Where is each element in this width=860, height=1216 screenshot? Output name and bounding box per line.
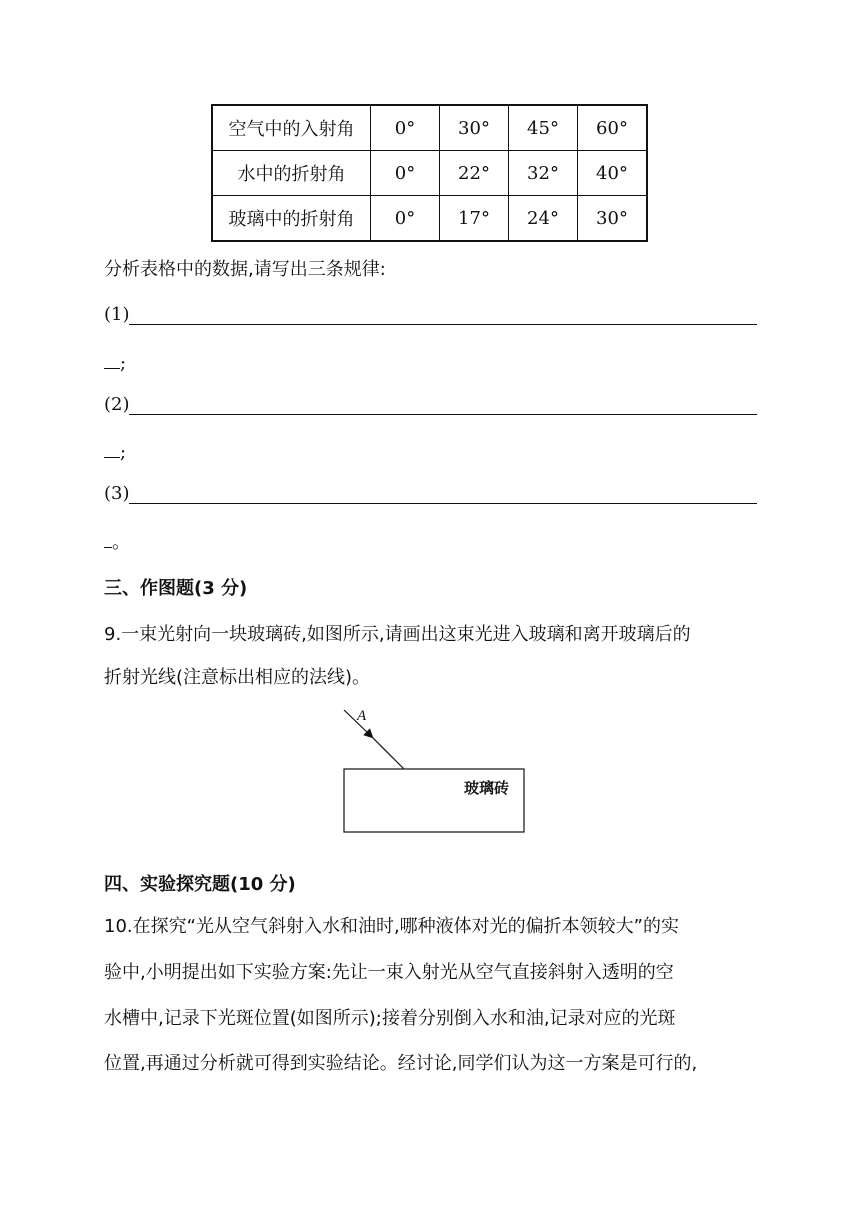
section-heading-drawing: 三、作图题(3 分) <box>104 578 248 599</box>
table-cell: 0° <box>371 151 440 196</box>
section-heading-experiment: 四、实验探究题(10 分) <box>104 874 296 895</box>
question-9-line-2: 折射光线(注意标出相应的法线)。 <box>104 667 371 688</box>
incident-ray-segment <box>370 735 404 769</box>
glass-block-figure <box>330 700 530 836</box>
answer-line <box>104 529 112 548</box>
answer-blank-1-end <box>104 350 126 374</box>
question-10-line-1: 10.在探究“光从空气斜射入水和油时,哪种液体对光的偏折本领较大”的实 <box>104 916 679 937</box>
blank-end-punct: ; <box>120 353 127 374</box>
question-10-line-3: 水槽中,记录下光斑位置(如图所示);接着分别倒入水和油,记录对应的光斑 <box>104 1008 676 1029</box>
row-label: 玻璃中的折射角 <box>212 196 371 242</box>
row-label: 水中的折射角 <box>212 151 371 196</box>
row-label: 空气中的入射角 <box>212 105 371 151</box>
answer-blank-1 <box>104 304 764 328</box>
question-9-line-1: 9.一束光射向一块玻璃砖,如图所示,请画出这束光进入玻璃和离开玻璃后的 <box>104 624 691 645</box>
table-row <box>212 105 647 151</box>
answer-blank-2 <box>104 394 764 418</box>
glass-block-label: 玻璃砖 <box>464 779 510 797</box>
answer-blank-3 <box>104 483 764 507</box>
table-cell: 30° <box>578 196 648 242</box>
answer-blank-3-end <box>104 528 130 554</box>
table-cell: 60° <box>578 105 648 151</box>
table-cell: 40° <box>578 151 648 196</box>
blank-end-punct: ; <box>120 442 127 463</box>
answer-line <box>129 324 757 325</box>
blank-end-punct: 。 <box>112 532 130 553</box>
answer-line <box>129 503 757 504</box>
table-cell: 32° <box>509 151 578 196</box>
table-cell: 0° <box>371 196 440 242</box>
blank-number: (1) <box>104 304 130 325</box>
answer-line <box>129 414 757 415</box>
answer-line <box>104 350 120 369</box>
instruction-text: 分析表格中的数据,请写出三条规律: <box>104 259 386 280</box>
table-row <box>212 151 647 196</box>
refraction-angle-table <box>211 104 648 242</box>
table-cell: 0° <box>371 105 440 151</box>
table-row <box>212 196 647 242</box>
point-label-a: A <box>357 708 367 724</box>
table-cell: 17° <box>440 196 509 242</box>
table-cell: 24° <box>509 196 578 242</box>
table-cell: 45° <box>509 105 578 151</box>
answer-line <box>104 439 120 458</box>
table-cell: 22° <box>440 151 509 196</box>
blank-number: (3) <box>104 483 130 504</box>
question-10-line-4: 位置,再通过分析就可得到实验结论。经讨论,同学们认为这一方案是可行的, <box>104 1053 698 1074</box>
answer-blank-2-end <box>104 439 126 463</box>
table-cell: 30° <box>440 105 509 151</box>
question-10-line-2: 验中,小明提出如下实验方案:先让一束入射光从空气直接斜射入透明的空 <box>104 962 674 983</box>
blank-number: (2) <box>104 394 130 415</box>
